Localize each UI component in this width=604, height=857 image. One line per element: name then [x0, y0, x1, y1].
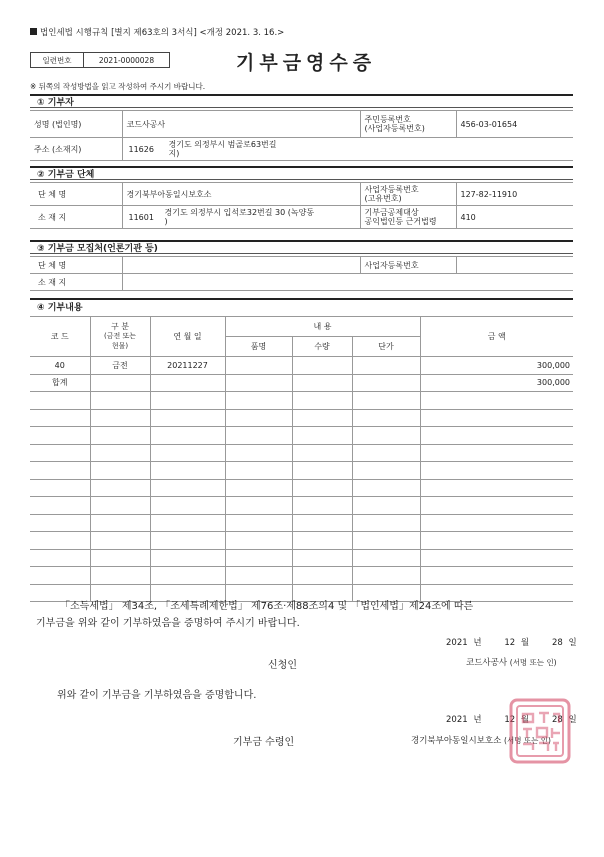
- cell-code: [30, 479, 90, 497]
- table-row: [30, 444, 573, 462]
- cell-date: [150, 427, 225, 445]
- cell-qty: [292, 409, 352, 427]
- cell-type: [90, 462, 150, 480]
- statement-request-2: 기부금을 위와 같이 기부하였음을 증명하여 주시기 바랍니다.: [36, 618, 300, 629]
- cell-price: [352, 514, 420, 532]
- cell-amount: [420, 462, 573, 480]
- table-row: [30, 549, 573, 567]
- cell-amount: 300,000: [420, 357, 573, 375]
- cell-date: [150, 444, 225, 462]
- organization-name: 경기북부아동일시보호소: [122, 183, 360, 206]
- cell-qty: [292, 392, 352, 410]
- cell-code: [30, 392, 90, 410]
- section-fundraiser-title: ③ 기부금 모집처(언론기관 등): [30, 240, 573, 254]
- cell-amount: [420, 479, 573, 497]
- organization-address-label: 소 재 지: [30, 206, 122, 229]
- cell-item: [225, 567, 292, 585]
- square-bullet-icon: [30, 28, 37, 35]
- cell-qty: [292, 427, 352, 445]
- cell-qty: [292, 479, 352, 497]
- organization-reg: 127-82-11910: [456, 183, 573, 206]
- donor-name: 코드사공사: [122, 111, 360, 138]
- cell-qty: [292, 374, 352, 392]
- donor-table: [30, 110, 573, 161]
- serial-label: 일련번호: [31, 53, 84, 67]
- col-item-header: 품명: [225, 337, 292, 357]
- donor-id: 456-03-01654: [456, 111, 573, 138]
- cell-code: [30, 462, 90, 480]
- cell-type: [90, 514, 150, 532]
- cell-price: [352, 479, 420, 497]
- cell-date: [150, 462, 225, 480]
- form-header: 법인세법 시행규칙 [별지 제63호의 3서식] <개정 2021. 3. 16.>: [30, 26, 284, 38]
- col-price-header: 단가: [352, 337, 420, 357]
- table-row: [30, 462, 573, 480]
- cell-amount: [420, 549, 573, 567]
- cell-qty: [292, 549, 352, 567]
- donation-table: [30, 316, 573, 602]
- cell-code: [30, 567, 90, 585]
- cell-item: [225, 479, 292, 497]
- serial-value: 2021-0000028: [98, 55, 155, 65]
- recipient-name: 경기북부아동일시보호소 (서명 또는 인): [411, 736, 551, 746]
- cell-type: [90, 374, 150, 392]
- cell-item: [225, 532, 292, 550]
- cell-item: [225, 409, 292, 427]
- cell-type: [90, 567, 150, 585]
- cell-type: [90, 497, 150, 515]
- cell-amount: [420, 497, 573, 515]
- fundraiser-name: [122, 257, 360, 274]
- cell-qty: [292, 514, 352, 532]
- table-row: [30, 357, 573, 375]
- cell-date: [150, 374, 225, 392]
- cell-date: [150, 549, 225, 567]
- statement-certify: 위와 같이 기부금을 기부하였음을 증명합니다.: [57, 690, 257, 701]
- cell-item: [225, 357, 292, 375]
- fundraiser-table: [30, 256, 573, 291]
- fundraiser-address-label: 소 재 지: [30, 274, 122, 291]
- table-row: [30, 479, 573, 497]
- col-code-header: 코 드: [30, 317, 90, 357]
- table-row: [30, 532, 573, 550]
- organization-table: [30, 182, 573, 229]
- certification-date: 2021 년 12 월 28 일: [446, 715, 577, 725]
- cell-code: 40: [30, 357, 90, 375]
- col-amount-header: 금 액: [420, 317, 573, 357]
- section-organization-title: ② 기부금 단체: [30, 166, 573, 180]
- cell-type: [90, 444, 150, 462]
- cell-amount: [420, 514, 573, 532]
- recipient-label: 기부금 수령인: [233, 737, 295, 748]
- cell-type: [90, 549, 150, 567]
- col-content-header: 내 용: [225, 317, 420, 337]
- cell-price: [352, 497, 420, 515]
- cell-qty: [292, 567, 352, 585]
- cell-date: [150, 392, 225, 410]
- table-row: [30, 392, 573, 410]
- table-row: [30, 497, 573, 515]
- donor-zip: 11626: [128, 144, 154, 154]
- section-donor-title: ① 기부자: [30, 94, 573, 108]
- cell-qty: [292, 497, 352, 515]
- fundraiser-reg-label: 사업자등록번호: [360, 257, 456, 274]
- donor-address-label: 주소 (소재지): [30, 138, 122, 161]
- cell-price: [352, 532, 420, 550]
- cell-item: [225, 514, 292, 532]
- cell-qty: [292, 357, 352, 375]
- cell-code: [30, 532, 90, 550]
- donation-body: [30, 317, 573, 602]
- cell-date: [150, 567, 225, 585]
- section-donation-title: ④ 기부내용: [30, 298, 573, 312]
- fundraiser-name-label: 단 체 명: [30, 257, 122, 274]
- instruction-note: ※ 뒤쪽의 작성방법을 읽고 작성하여 주시기 바랍니다.: [30, 82, 206, 91]
- cell-type: [90, 532, 150, 550]
- cell-qty: [292, 444, 352, 462]
- cell-qty: [292, 462, 352, 480]
- cell-price: [352, 392, 420, 410]
- table-row: [30, 427, 573, 445]
- donor-address: 11626 경기도 의정부시 범골로63번길 지): [122, 138, 573, 161]
- document-title: 기부금영수증: [236, 52, 377, 74]
- cell-date: [150, 409, 225, 427]
- cell-item: [225, 549, 292, 567]
- cell-item: [225, 427, 292, 445]
- organization-reg-label: 사업자등록번호 (고유번호): [360, 183, 456, 206]
- col-type-header: 구 분 (금전 또는 현물): [90, 317, 150, 357]
- cell-price: [352, 444, 420, 462]
- cell-item: [225, 392, 292, 410]
- cell-amount: [420, 444, 573, 462]
- cell-amount: [420, 392, 573, 410]
- cell-price: [352, 357, 420, 375]
- cell-code: [30, 514, 90, 532]
- cell-code: 합계: [30, 374, 90, 392]
- cell-code: [30, 497, 90, 515]
- fundraiser-address: [122, 274, 573, 291]
- cell-price: [352, 427, 420, 445]
- cell-type: [90, 427, 150, 445]
- col-qty-header: 수량: [292, 337, 352, 357]
- official-seal-icon: [509, 698, 571, 764]
- cell-type: [90, 392, 150, 410]
- cell-price: [352, 374, 420, 392]
- cell-item: [225, 444, 292, 462]
- cell-code: [30, 427, 90, 445]
- cell-date: [150, 479, 225, 497]
- cell-qty: [292, 532, 352, 550]
- cell-amount: [420, 427, 573, 445]
- cell-date: 20211227: [150, 357, 225, 375]
- table-row: [30, 514, 573, 532]
- applicant-name: 코드사공사 (서명 또는 인): [466, 658, 557, 668]
- cell-code: [30, 444, 90, 462]
- recipient-sign-note: (서명 또는 인): [504, 736, 551, 745]
- cell-date: [150, 514, 225, 532]
- organization-address: 11601 경기도 의정부시 입석로32번길 30 (녹양동 ): [122, 206, 360, 229]
- table-row: [30, 374, 573, 392]
- serial-number-box: [30, 52, 170, 68]
- cell-amount: [420, 567, 573, 585]
- applicant-sign-note: (서명 또는 인): [509, 658, 557, 667]
- cell-code: [30, 409, 90, 427]
- cell-type: [90, 479, 150, 497]
- applicant-label: 신청인: [268, 660, 297, 671]
- cell-code: [30, 549, 90, 567]
- col-date-header: 연 월 일: [150, 317, 225, 357]
- cell-item: [225, 462, 292, 480]
- table-row: [30, 409, 573, 427]
- cell-date: [150, 497, 225, 515]
- cell-type: 금전: [90, 357, 150, 375]
- organization-zip: 11601: [128, 212, 154, 222]
- cell-price: [352, 549, 420, 567]
- cell-type: [90, 409, 150, 427]
- cell-item: [225, 497, 292, 515]
- organization-name-label: 단 체 명: [30, 183, 122, 206]
- fundraiser-reg: [456, 257, 573, 274]
- donor-id-label: 주민등록번호 (사업자등록번호): [360, 111, 456, 138]
- cell-amount: [420, 532, 573, 550]
- table-row: [30, 567, 573, 585]
- organization-basis-label: 기부금공제대상 공익법인등 근거법령: [360, 206, 456, 229]
- donor-name-label: 성명 (법인명): [30, 111, 122, 138]
- cell-amount: 300,000: [420, 374, 573, 392]
- cell-item: [225, 374, 292, 392]
- cell-price: [352, 567, 420, 585]
- statement-request-1: 「소득세법」 제34조, 「조세특례제한법」 제76조·제88조의4 및 「법인세법」제24조에 따른: [60, 601, 474, 612]
- cell-price: [352, 462, 420, 480]
- cell-date: [150, 532, 225, 550]
- cell-price: [352, 409, 420, 427]
- organization-basis: 410: [456, 206, 573, 229]
- application-date: 2021 년 12 월 28 일: [446, 638, 577, 648]
- cell-amount: [420, 409, 573, 427]
